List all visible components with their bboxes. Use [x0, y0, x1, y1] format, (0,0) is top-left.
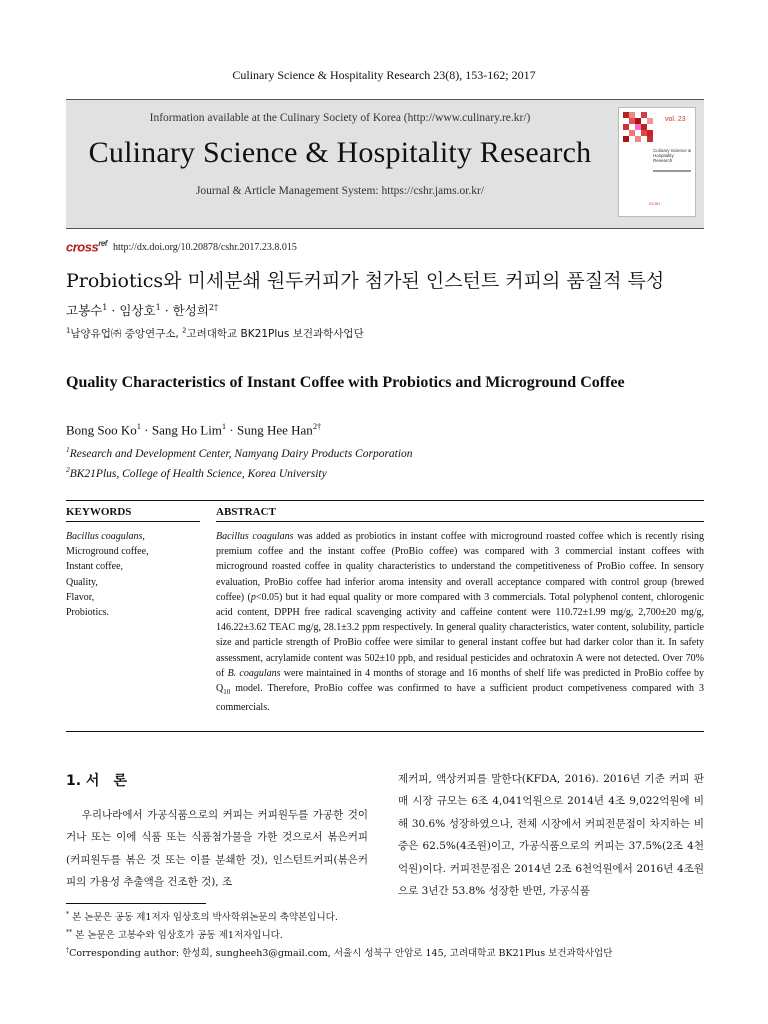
- keyword-item: Bacillus coagulans,: [66, 531, 145, 542]
- keywords-heading: KEYWORDS: [66, 506, 200, 522]
- keyword-item: Microground coffee,: [66, 546, 149, 558]
- english-author: Sung Hee Han: [236, 422, 313, 438]
- footnote-rule: [66, 903, 206, 904]
- body-column-left: [66, 804, 368, 894]
- korean-title: Probiotics와 미세분쇄 원두커피가 첨가된 인스턴트 커피의 품질적 특성: [66, 270, 665, 292]
- cover-publisher: KCSH: [649, 201, 661, 206]
- english-author: Sang Ho Lim: [151, 422, 222, 438]
- affiliation-1: $^1$Research and Development Center, Namyang Dairy Products Corporation: [66, 445, 413, 460]
- journal-title: Culinary Science & Hospitality Research: [88, 136, 592, 169]
- abstract-bottom-rule: [66, 731, 704, 732]
- korean-author: 고봉수: [66, 303, 103, 318]
- cover-title: Culinary Science & Hospitality Research: [653, 148, 692, 163]
- cover-volume: vol. 23: [665, 116, 686, 123]
- footnote: ** 본 논문은 고봉수와 임상호가 공동 제1저자입니다.: [66, 928, 283, 941]
- doi-row: [66, 238, 297, 256]
- section-heading: 1. 서 론: [66, 773, 127, 789]
- running-header: Culinary Science & Hospitality Research 23(8), 153-162; 2017: [232, 68, 536, 82]
- english-affiliations: [66, 442, 413, 482]
- journal-cover-image: [618, 107, 696, 217]
- keyword-item: Flavor,: [66, 591, 95, 603]
- keyword-item: Instant coffee,: [66, 561, 124, 573]
- keywords-list: [66, 529, 200, 620]
- english-title: Quality Characteristics of Instant Coffee with Probiotics and Microground Coffee: [66, 374, 625, 391]
- banner-system-line: Journal & Article Management System: https://cshr.jams.or.kr/: [195, 185, 485, 197]
- body-column-right: [398, 768, 704, 902]
- english-authors: Bong Soo $Ko^1$ · Sang Ho Lim$^1$ · Sung Hee Han$^{2\dagger}$: [66, 421, 322, 438]
- cover-divider: [653, 170, 691, 172]
- crossref-logo: cross$^{ref}$: [66, 239, 107, 255]
- keyword-item: Quality,: [66, 576, 98, 588]
- doi-link[interactable]: http://dx.doi.org/10.20878/cshr.2017.23.8.015: [112, 241, 297, 253]
- keyword-item: Probiotics.: [66, 607, 110, 619]
- footnotes: [66, 908, 706, 961]
- footnote: * 본 논문은 공동 제1저자 임상호의 박사학위논문의 축약본입니다.: [66, 911, 338, 924]
- banner-info-line: Information available at the Culinary Society of Korea (http://www.culinary.re.kr/): [149, 112, 531, 124]
- korean-authors: 고봉수$^1$ · 임상호$^1$ · 한성희$^{2\dagger}$: [66, 301, 219, 318]
- affiliation-2: $^2$BK21Plus, College of Health Science, Korea University: [66, 464, 327, 480]
- english-author: Bong Soo Ko: [66, 422, 137, 438]
- korean-affiliations: $^1$남양유업㈜ 중앙연구소, $^2$고려대학교 BK21Plus 보건과학사업단: [66, 326, 364, 340]
- abstract-top-rule: [66, 500, 704, 501]
- cover-mosaic: [623, 112, 653, 142]
- paragraph: 제커피, 액상커피를 말한다(KFDA, 2016). 2016년 기준 커피 판매 시장 규모는 6조 4,041억원으로 2014년 4조 9,022억원에 비해 30.6% 성장하였으나, 전체 시장에서 커피전문점이 차지하는 비중은 62.5%(4조원)이고, 가공식품으로의 커피는 37.5%(2조 4천억원)이다. 커피전문점은 2014년 2조 6천억원에서 2016년 4조원으로 3년간 53.8% 성장한 반면, 가공식품: [398, 773, 704, 898]
- footnote: †Corresponding author: 한성희, sungheeh3@gmail.com, 서울시 성북구 안암로 145, 고려대학교 BK21Plus 보건과학사업단: [66, 946, 613, 959]
- korean-author: 임상호: [119, 303, 156, 318]
- korean-author: 한성희: [172, 303, 209, 318]
- abstract-heading: ABSTRACT: [216, 506, 704, 522]
- abstract-body: Bacillus coagulans was added as probiotics in instant coffee with microground roasted coffee which is recently rising premium coffee and the instant coffee (ProBio coffee) was compared with 3 commercial instant coffees with microground roasted coffee in quality characteristics to understand the competitiveness of ProBio coffee. In sensory evaluation, ProBio coffee had inferior aroma intensity and overall acceptance compared with control group (brewed coffee) (p<0.05) but it had equal quality or more compared with 3 commercials. Total polyphenol content, chlorogenic acid content, DPPH free radical scavenging activity and caffeine content were 110.72±1.99 mg/g, 2,700±20 mg/g, 146.22±3.62 TEAC mg/g, 28.1±3.2 ppm respectively. In general quality characteristics, water content, solubility, particle size and particle strength of ProBio coffee were similar to general instant coffee but had darker color than it. In safety assessment, acrylamide content was 502±10 ppb, and residual pesticides and ochratoxin A were not detected. Over 70% of B. coagulans were maintained in 4 months of storage and 16 months of shelf life was predicted in ProBio coffee by $Q_{10}$ model. Therefore, ProBio coffee was confirmed to have a sufficient product competiveness compared with 3 commercials.: [216, 531, 705, 714]
- paragraph: 우리나라에서 가공식품으로의 커피는 커피원두를 가공한 것이거나 또는 이에 식품 또는 식품첨가물을 가한 것으로서 볶은커피(커피원두를 볶은 것 또는 이를 분쇄한 것), 인스턴트커피(볶은커피의 가용성 추출액을 건조한 것), 조: [66, 809, 368, 889]
